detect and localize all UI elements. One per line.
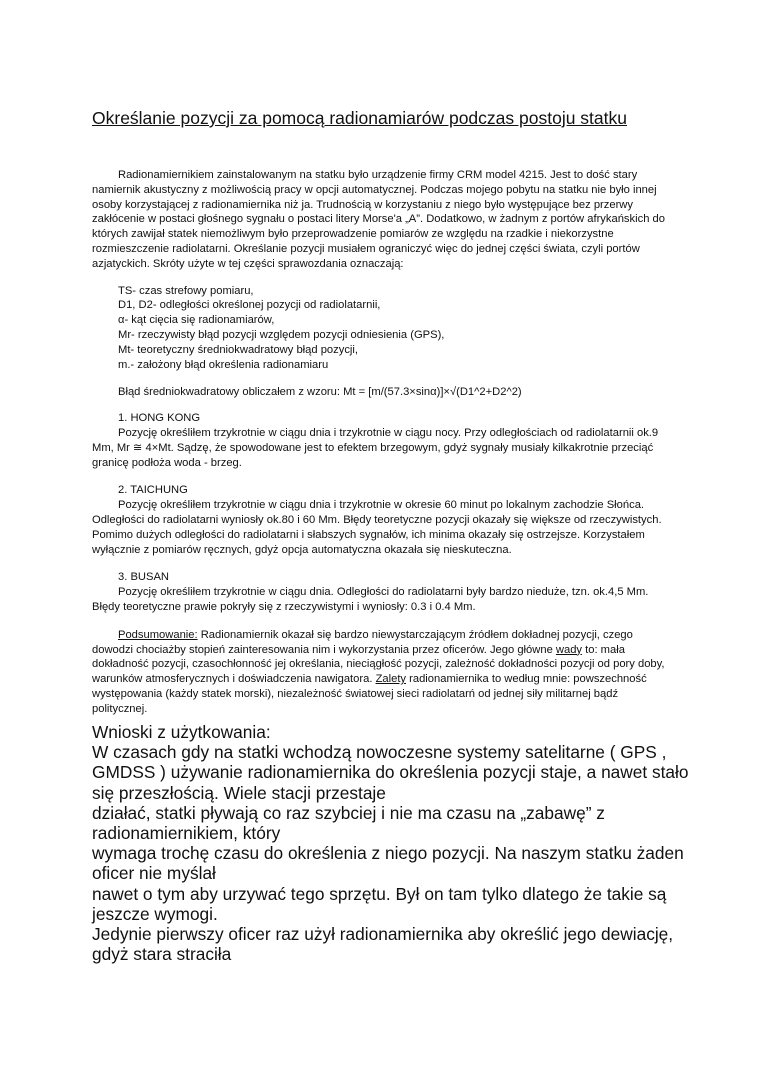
conclusions-line: wymaga trochę czasu do określenia z niego pozycji. Na naszym statku żaden xyxy=(92,843,684,864)
summary-wady: wady xyxy=(555,643,583,656)
summary-text-3: radionamiernika to według mnie: powszechność występowania (każdy statek morski), niezależność światowej sieci radiolatarń od jednej siły militarnej bądź politycznej. xyxy=(92,673,647,715)
summary-zalety: Zalety xyxy=(375,673,407,686)
document-title: Określanie pozycji za pomocą radionamiarów podczas postoju statku xyxy=(92,108,627,128)
section-heading-taichung: 2. TAICHUNG xyxy=(118,484,188,497)
conclusions-line: jeszcze wymogi. xyxy=(92,903,218,924)
section-heading-busan: 3. BUSAN xyxy=(118,571,169,584)
section-text-taichung: Pozycję określiłem trzykrotnie w ciągu dnia i trzykrotnie w okresie 60 minut po lokalnym zachodzie Słońca. Odległości do radiolatarni wyniosły ok.80 i 60 Mm. Błędy teoretyczne pozycji okazały się większe od rzeczywistych. Pomimo dużych odległości do radiolatarni i słabszych sygnałów, ich minima okazały się ostrzejsze. Korzystałem wyłącznie z pomiarów ręcznych, gdyż opcja automatyczna okazała się nieskuteczna. xyxy=(92,499,662,556)
conclusions-line: gdyż stara straciła xyxy=(92,944,232,965)
abbreviation-item: α- kąt cięcia się radionamiarów, xyxy=(118,314,275,327)
summary-text-1: Radionamiernik okazał się bardzo niewystarczającym źródłem dokładnej pozycji, czego dowodzi chociażby stopień zainteresowania nim i wykorzystania przez oficerów. Jego główne xyxy=(92,628,633,656)
conclusions-block xyxy=(92,722,692,964)
section-heading-hongkong: 1. HONG KONG xyxy=(118,412,201,425)
formula-line: Błąd średniokwadratowy obliczałem z wzoru: Mt = [m/(57.3×sinα)]×√(D1^2+D2^2) xyxy=(118,386,522,399)
conclusions-line: nawet o tym aby urzywać tego sprzętu. Był on tam tylko dlatego że takie są xyxy=(92,883,667,904)
conclusions-heading: Wnioski z użytkowania: xyxy=(92,722,271,742)
abbreviation-item: Mt- teoretyczny średniokwadratowy błąd pozycji, xyxy=(118,343,359,356)
section-text-busan: Pozycję określiłem trzykrotnie w ciągu dnia. Odległości do radiolatarni były bardzo nieduże, tzn. ok.4,5 Mm. Błędy teoretyczne prawie pokryły się z rzeczywistymi i wyniosły: 0.3 i 0.4 Mm. xyxy=(92,586,649,613)
abbreviation-item: TS- czas strefowy pomiaru, xyxy=(118,284,254,297)
conclusions-line: Jedynie pierwszy oficer raz użył radionamiernika aby określić jego dewiację, xyxy=(92,924,674,945)
conclusions-line: GMDSS ) używanie radionamiernika do określenia pozycji staje, a nawet stało xyxy=(92,762,689,783)
summary-paragraph xyxy=(92,628,672,717)
summary-label: Podsumowanie: xyxy=(118,628,198,641)
conclusions-line: W czasach gdy na statki wchodzą nowoczesne systemy satelitarne ( GPS , xyxy=(92,742,667,763)
summary-text-2: to: mała dokładność pozycji, czasochłonność jej określania, nieciągłość pozycji, zależność dokładności pozycji od pory doby, warunków atmosferycznych i doświadczenia nawigatora. xyxy=(92,643,665,686)
abbreviation-item: Mr- rzeczywisty błąd pozycji względem pozycji odniesienia (GPS), xyxy=(118,328,445,341)
abbreviation-list xyxy=(92,284,672,373)
conclusions-line: radionamiernikiem, który xyxy=(92,823,281,844)
report-body xyxy=(92,168,672,717)
intro-paragraph: Radionamiernikiem zainstalowanym na statku było urządzenie firmy CRM model 4215. Jest to dość stary namiernik akustyczny z możliwością pracy w opcji automatycznej. Podczas mojego pobytu na statku nie było innej osoby korzystającej z radionamiernika niż ja. Trudnością w korzystaniu z niego było występujące bez przerwy zakłócenie w postaci głośnego sygnału o postaci litery Morse'a „A”. Dodatkowo, w żadnym z portów afrykańskich do których zawijał statek niemożliwym było przeprowadzenie pomiarów ze względu na rzadkie i niekorzystne rozmieszczenie radiolatarni. Określanie pozycji musiałem ograniczyć więc do jednej części świata, czyli portów azjatyckich. Skróty użyte w tej części sprawozdania oznaczają: xyxy=(92,169,665,270)
conclusions-line: oficer nie myślał xyxy=(92,863,216,884)
section-text-hongkong: Pozycję określiłem trzykrotnie w ciągu dnia i trzykrotnie w ciągu nocy. Przy odległościach od radiolatarnii ok.9 Mm, Mr ≅ 4×Mt. Sądzę, że spowodowane jest to efektem brzegowym, gdyż sygnały musiały kilkakrotnie przeciąć granicę podłoża woda - brzeg. xyxy=(92,426,659,469)
abbreviation-item: D1, D2- odległości określonej pozycji od radiolatarnii, xyxy=(118,299,381,312)
conclusions-line: działać, statki pływają co raz szybciej i nie ma czasu na „zabawę” z xyxy=(92,802,605,823)
abbreviation-item: m.- założony błąd określenia radionamiaru xyxy=(118,358,329,371)
conclusions-line: się przeszłością. Wiele stacji przestaje xyxy=(92,782,386,803)
